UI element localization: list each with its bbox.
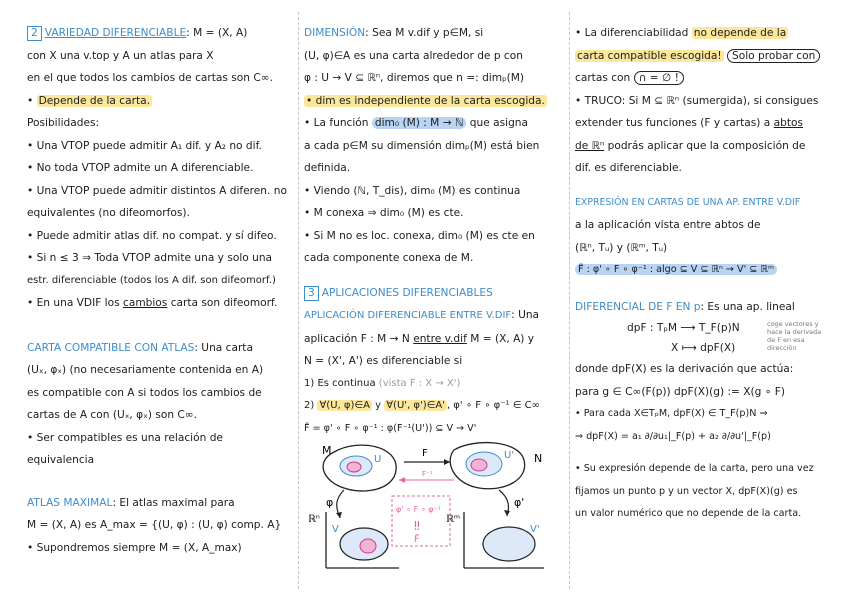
map-line-1: dpF : TₚM ⟶ T_F(p)N xyxy=(627,322,740,334)
atlas-maximal-title: ATLAS MAXIMAL xyxy=(27,496,113,509)
label-f-inverse: F⁻¹ xyxy=(422,470,433,478)
label-f: F xyxy=(422,448,428,459)
label-f-tilde: F̃ xyxy=(414,535,420,545)
text-line: N = (X', A') es diferenciable si xyxy=(304,355,463,367)
label-v: V xyxy=(332,524,339,535)
text-line: aplicación F : M → N entre v.dif M = (X, A) y xyxy=(304,332,535,345)
text-line: • Viendo (ℕ, T_dis), dim₀ (M) es continua xyxy=(304,184,521,197)
text-line: Posibilidades: xyxy=(27,117,100,129)
text-line: es compatible con A si todos los cambios de xyxy=(27,386,262,399)
arrow-f-inverse-head xyxy=(399,477,405,483)
dim-independent-highlight: • dim es independiente de la carta escogida. xyxy=(306,94,545,107)
text-line: estr. diferenciable (todos los A dif. son difeomorf.) xyxy=(27,274,276,286)
column-divider xyxy=(298,12,299,589)
map-line-2: X ⟼ dpF(X) xyxy=(671,342,736,354)
differential-map-block xyxy=(575,318,827,358)
arrow-phi-head xyxy=(336,512,342,518)
dimension-title: DIMENSIÓN xyxy=(304,27,366,39)
text-line: carta compatible escogida! Solo probar con xyxy=(575,45,827,68)
text-line: ⇒ dpF(X) = a₁ ∂/∂u₁|_F(p) + a₂ ∂/∂u'|_F(p) xyxy=(575,430,771,442)
label-n: N xyxy=(534,452,543,465)
composite-box xyxy=(392,496,450,546)
text-line: M = (X, A) es A_max = {(U, φ) : (U, φ) comp. A} xyxy=(27,519,282,531)
text-line: para g ∈ C∞(F(p)) dpF(X)(g) := X(g ∘ F) xyxy=(575,385,786,398)
domain-region xyxy=(360,539,376,553)
text-line: • La diferenciabilidad no depende de la xyxy=(575,27,787,39)
text-line: • Puede admitir atlas dif. no compat. y sí difeo. xyxy=(27,229,277,242)
text-line: F̃ = φ' ∘ F ∘ φ⁻¹ : φ(F⁻¹(U')) ⊆ V → V' xyxy=(304,422,477,434)
expresion-cartas-title: EXPRESIÓN EN CARTAS DE UNA AP. ENTRE V.DIF xyxy=(575,196,801,208)
label-phi-prime: φ' xyxy=(514,496,525,509)
manifold-diagram xyxy=(304,440,566,570)
text-line: • TRUCO: Si M ⊆ ℝⁿ (sumergida), si consigues xyxy=(575,94,819,107)
label-v-prime: V' xyxy=(530,524,540,535)
text-line: cartas con ∩ = ∅ ! xyxy=(575,67,827,90)
column-divider xyxy=(569,12,570,589)
text-line: a la aplicación vista entre abtos de xyxy=(575,219,761,231)
text-line: un valor numérico que no depende de la carta. xyxy=(575,508,802,519)
side-note: coge vectores y hace la derivada de F en esa dirección xyxy=(767,320,822,352)
f-tilde-formula: F̃ : φ' ∘ F ∘ φ⁻¹ : algo ⊆ V ⊆ ℝⁿ → V' ⊆ ℝᵐ xyxy=(575,264,777,275)
aplicacion-diferenciable-title: APLICACIÓN DIFERENCIABLE ENTRE V.DIF xyxy=(304,310,512,321)
text-line: equivalentes (no difeomorfos). xyxy=(27,207,190,219)
label-rm: ℝᵐ xyxy=(446,514,461,525)
text-line: • Su expresión depende de la carta, pero una vez xyxy=(575,463,814,474)
open-set-v-prime xyxy=(483,527,535,561)
label-rn: ℝⁿ xyxy=(308,514,320,525)
carta-compatible-title: CARTA COMPATIBLE CON ATLAS xyxy=(27,341,195,354)
bullet-depende: • Depende de la carta. xyxy=(27,94,150,107)
label-u-prime: U' xyxy=(504,450,515,461)
text-line: con X una v.top y A un atlas para X xyxy=(27,49,214,62)
section-2-title: 2 VARIEDAD DIFERENCIABLE xyxy=(27,27,186,39)
text-line: • M conexa ⇒ dim₀ (M) es cte. xyxy=(304,207,464,219)
text-line: • Supondremos siempre M = (X, A_max) xyxy=(27,541,242,554)
text-line: 1) Es continua (vista F : X → X') xyxy=(304,377,461,389)
text-line: • En una VDIF los cambios carta son difeomorf. xyxy=(27,297,278,309)
label-u: U xyxy=(374,454,382,465)
solo-probar-pill: Solo probar con xyxy=(727,49,820,63)
text-line: • No toda VTOP admite un A diferenciable. xyxy=(27,162,254,174)
section-3-title: 3 APLICACIONES DIFERENCIABLES xyxy=(304,282,566,305)
text-line: • Para cada X∈TₚM, dpF(X) ∈ T_F(p)N ⇒ xyxy=(575,408,768,419)
text-line: a cada p∈M su dimensión dimₚ(M) está bien xyxy=(304,139,540,152)
text-line: φ : U → V ⊆ ℝⁿ, diremos que n =: dimₚ(M) xyxy=(304,72,525,84)
text-line: (U, φ)∈A es una carta alrededor de p con xyxy=(304,49,523,62)
label-phi: φ xyxy=(326,496,334,509)
text-line: 2) ∀(U, φ)∈A y ∀(U', φ')∈A' , φ' ∘ F ∘ φ⁻¹ ∈ C∞ xyxy=(304,400,540,411)
text-line: • La función dim₀ (M) : M → ℕ que asigna xyxy=(304,117,529,129)
text-line: de ℝⁿ podrás aplicar que la composición de xyxy=(575,139,806,152)
text-line: • Una VTOP puede admitir distintos A diferen. no xyxy=(27,184,287,197)
image-region xyxy=(471,459,487,471)
text-line: • Si M no es loc. conexa, dim₀ (M) es cte en xyxy=(304,229,535,242)
text-line: (ℝⁿ, Tᵤ) y (ℝᵐ, Tᵤ) xyxy=(575,241,668,254)
label-m: M xyxy=(322,444,332,457)
column-3: • La diferenciabilidad no depende de la carta compatible escogida! Solo probar con cartas con ∩ = ∅ ! • TRUCO: Si M ⊆ ℝⁿ (sumergida), si consigues extender tus funciones (F y cartas) a abtos de ℝⁿ podrás aplicar que la composición de dif. es diferenciable. EXPRESIÓN EN CARTAS DE UNA AP. ENTRE V.DIF a la aplicación vista entre abtos de (ℝⁿ, Tᵤ) y (ℝᵐ, Tᵤ) F̃ : φ' ∘ F ∘ φ⁻¹ : algo ⊆ V ⊆ ℝⁿ → V' ⊆ ℝᵐ DIFERENCIAL DE F EN p: Es una ap. lineal dpF : TₚM ⟶ T_F(p)N X ⟼ dpF(X) coge vectores y hace la derivada de F en esa dirección donde dpF(X) es la derivación que actúa: para g ∈ C∞(F(p)) dpF(X)(g) := X(g ∘ F) • Para cada X∈TₚM, dpF(X) ∈ T_F(p)N ⇒ ⇒ dpF(X) = a₁ ∂/∂u₁|_F(p) + a₂ ∂/∂u'|_F(p) • Su expresión depende de la carta, pero una vez fijamos un punto p y un vector X, dpF(X)(g) es un valor numérico que no depende de la carta. xyxy=(575,22,827,591)
arrow-f-head xyxy=(444,459,450,465)
text-line: cada componente conexa de M. xyxy=(304,252,474,264)
text-line: definida. xyxy=(304,162,351,174)
text-line: cartas de A con (Uₓ, φₓ) son C∞. xyxy=(27,409,198,421)
text-line: • Ser compatibles es una relación de equivalencia xyxy=(27,431,223,466)
text-line: donde dpF(X) es la derivación que actúa: xyxy=(575,363,794,375)
text-line: en el que todos los cambios de cartas son C∞. xyxy=(27,72,273,84)
text-line: • Una VTOP puede admitir A₁ dif. y A₂ no dif. xyxy=(27,139,262,152)
text-line: • Si n ≤ 3 ⇒ Toda VTOP admite una y solo una xyxy=(27,252,273,264)
text-line: dif. es diferenciable. xyxy=(575,162,682,174)
text-line: (Uₓ, φₓ) (no necesariamente contenida en A) xyxy=(27,364,264,376)
column-1: 2 VARIEDAD DIFERENCIABLE: M = (X, A) con X una v.top y A un atlas para X en el que todos los cambios de cartas son C∞. • Depende de la carta. Posibilidades: • Una VTOP puede admitir A₁ dif. y A₂ no dif. • No toda VTOP admite un A diferenciable. • Una VTOP puede admitir distintos A diferen. no equivalentes (no difeomorfos). • Puede admitir atlas dif. no compat. y sí difeo. • Si n ≤ 3 ⇒ Toda VTOP admite una y solo una estr. diferenciable (todos los A dif. son difeomorf.) • En una VDIF los cambios carta son difeomorf. CARTA COMPATIBLE CON ATLAS: Una carta (Uₓ, φₓ) (no necesariamente contenida en A) es compatible con A si todos los cambios de cartas de A con (Uₓ, φₓ) son C∞. • Ser compatibles es una relación de equivalencia ATLAS MAXIMAL: El atlas maximal para M = (X, A) es A_max = {(U, φ) : (U, φ) comp. A} • Supondremos siempre M = (X, A_max) xyxy=(27,22,293,591)
text-line: fijamos un punto p y un vector X, dpF(X)(g) es xyxy=(575,485,798,497)
preimage-region xyxy=(347,462,361,472)
diferencial-title: DIFERENCIAL DE F EN p xyxy=(575,300,701,313)
label-composite: φ' ∘ F ∘ φ⁻¹ xyxy=(396,505,441,514)
column-2: DIMENSIÓN: Sea M v.dif y p∈M, si (U, φ)∈A es una carta alrededor de p con φ : U → V ⊆ ℝⁿ, diremos que n =: dimₚ(M) • dim es independiente de la carta escogida. • La función dim₀ (M) : M → ℕ que asigna a cada p∈M su dimensión dimₚ(M) está bien definida. • Viendo (ℕ, T_dis), dim₀ (M) es continua • M conexa ⇒ dim₀ (M) es cte. • Si M no es loc. conexa, dim₀ (M) es cte en cada componente conexa de M. 3 APLICACIONES DIFERENCIABLES APLICACIÓN DIFERENCIABLE ENTRE V.DIF: Una aplicación F : M → N entre v.dif M = (X, A) y N = (X', A') es diferenciable si 1) Es continua (vista F : X → X') 2) ∀(U, φ)∈A y ∀(U', φ')∈A' , φ' ∘ F ∘ φ⁻¹ ∈ C∞ F̃ = φ' ∘ F ∘ φ⁻¹ : φ(F⁻¹(U')) ⊆ V → V' M U F U' N F⁻¹ φ φ' ℝⁿ V ℝᵐ V' φ' ∘ F ∘ φ⁻¹ ‼ F̃ xyxy=(304,22,566,591)
arrow-phi-prime-head xyxy=(504,510,510,516)
text-line: extender tus funciones (F y cartas) a abtos xyxy=(575,117,804,129)
label-exclamation: ‼ xyxy=(414,519,420,533)
